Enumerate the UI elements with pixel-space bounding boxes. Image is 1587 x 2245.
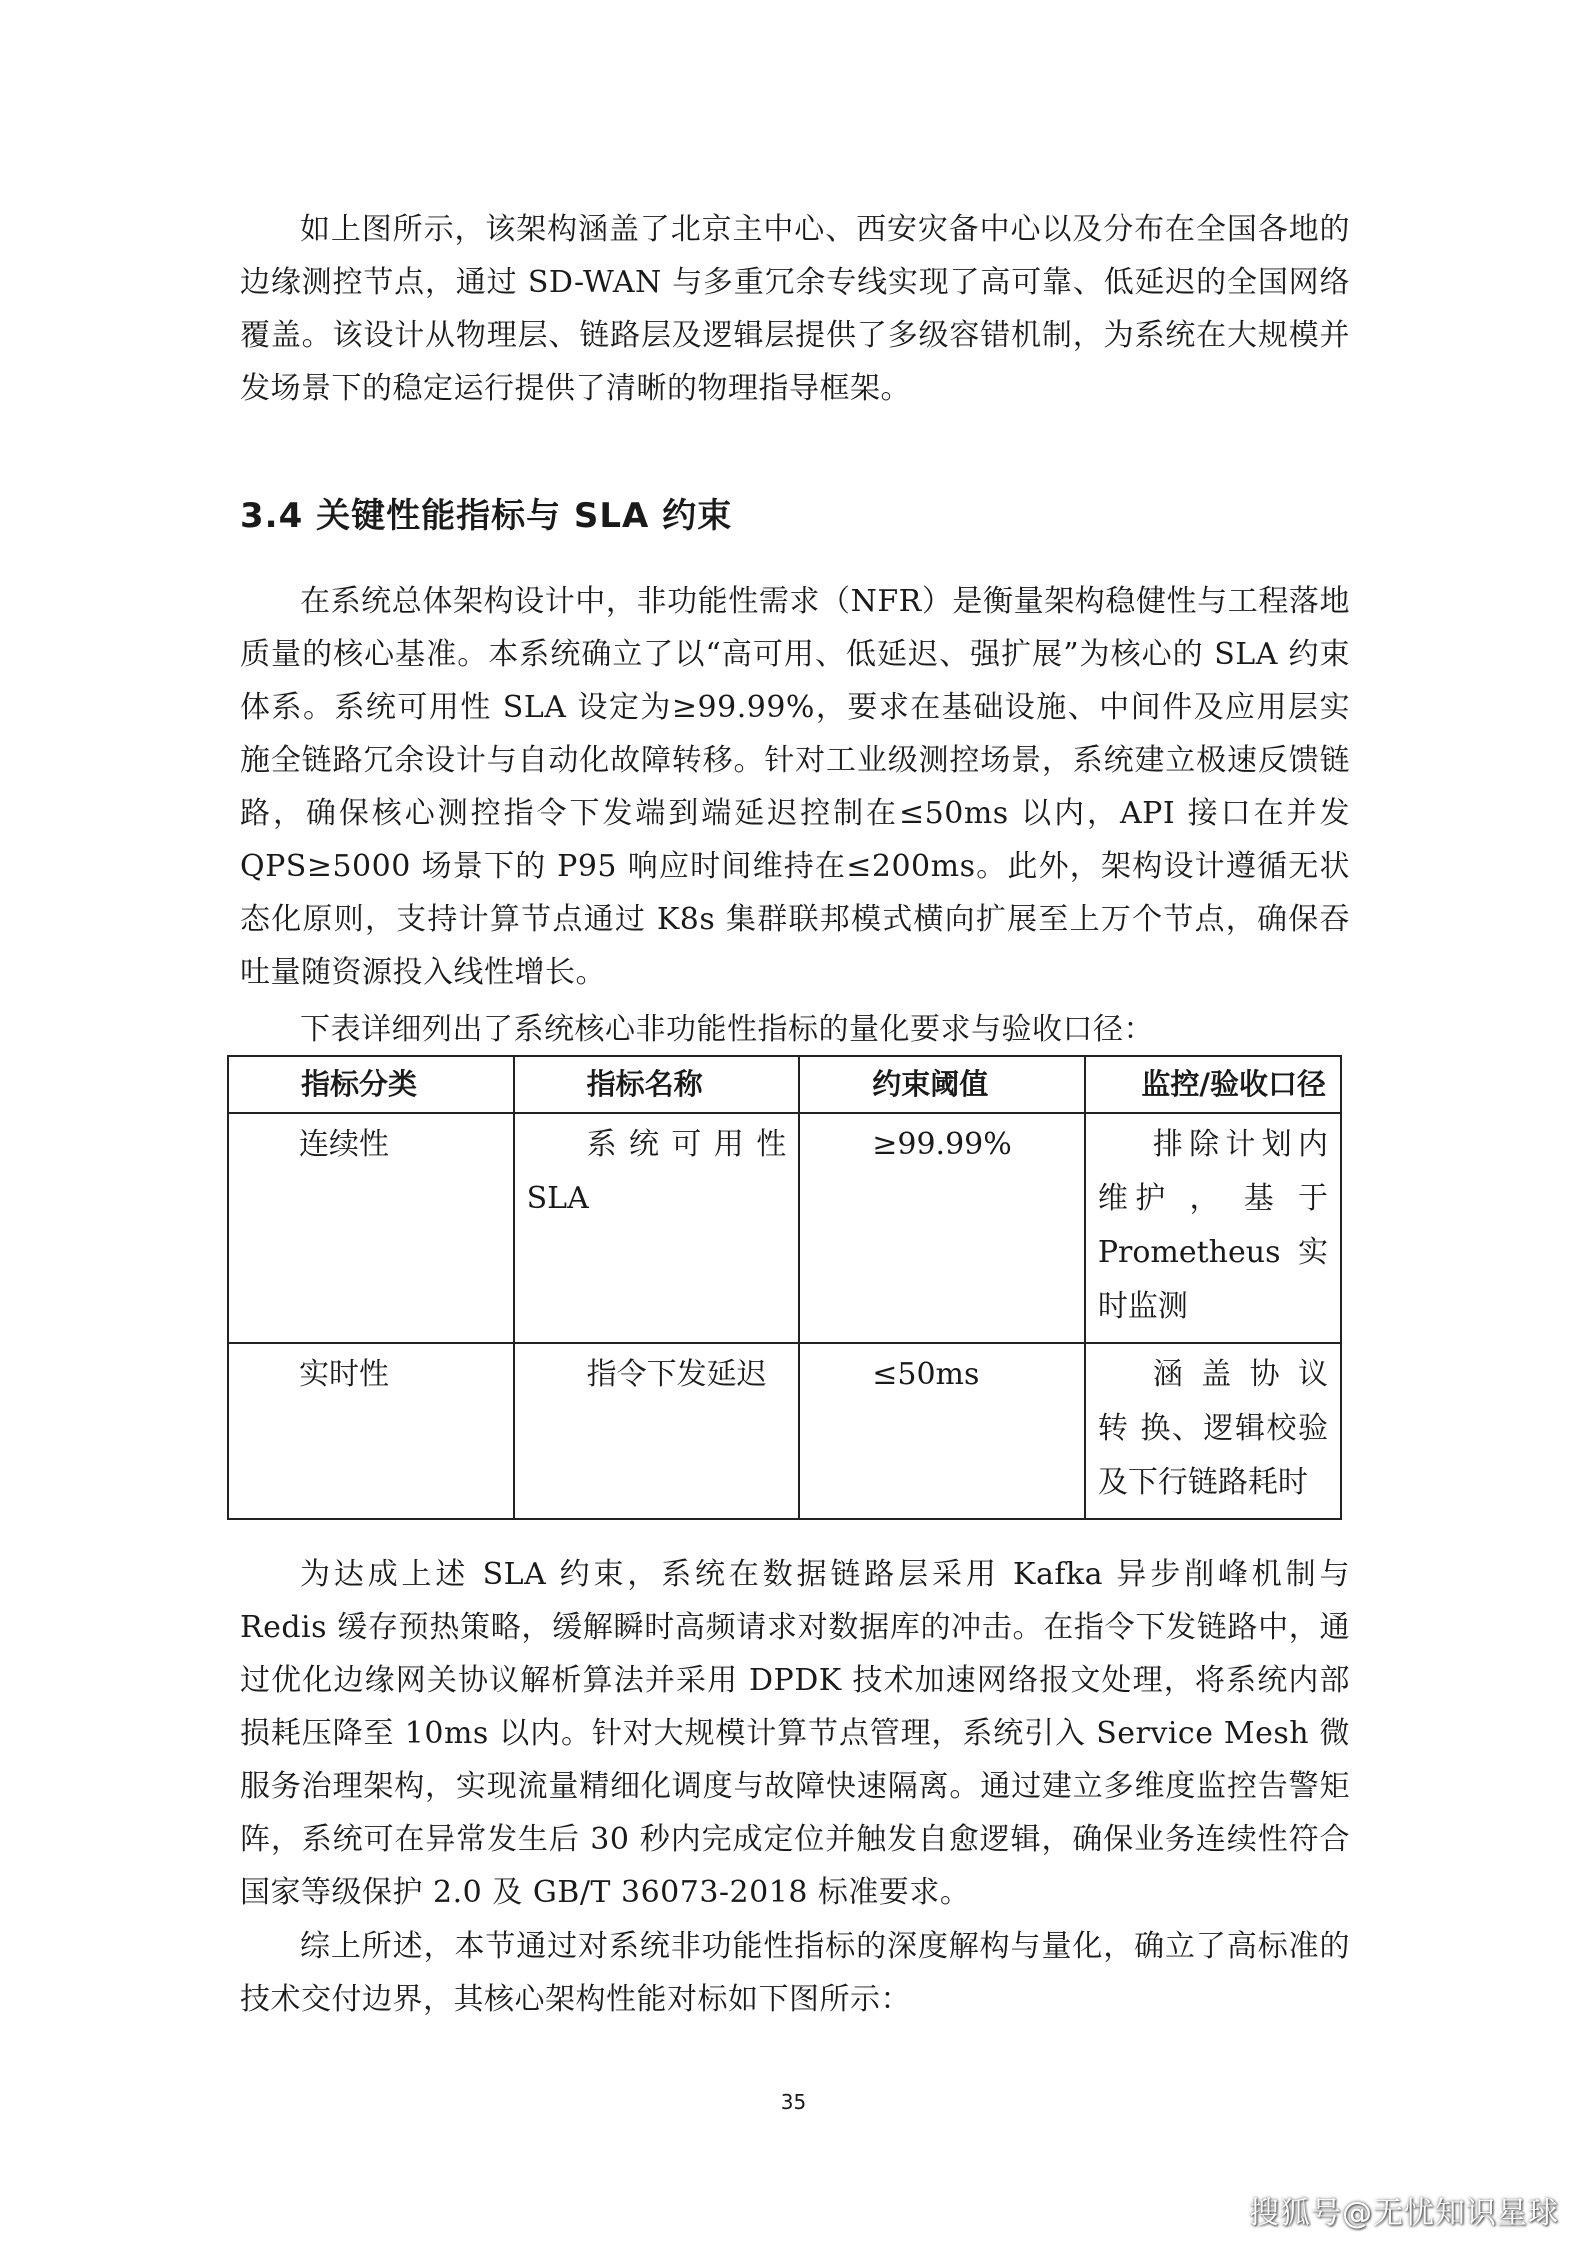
cell-threshold: ≤50ms — [799, 1343, 1085, 1519]
summary-paragraph: 综上所述，本节通过对系统非功能性指标的深度解构与量化，确立了高标准的技术交付边界，其核心架构性能对标如下图所示： — [240, 1929, 1350, 2017]
cell-threshold: ≥99.99% — [799, 1113, 1085, 1343]
cell-acceptance: 涵 盖 协 议 转 换、逻辑校验及下行链路耗时 — [1085, 1343, 1341, 1519]
header-threshold: 约束阈值 — [799, 1056, 1085, 1113]
cell-acceptance: 排除计划内维护 ， 基 于 Prometheus 实时监测 — [1085, 1113, 1341, 1343]
cell-category: 实时性 — [228, 1343, 514, 1519]
table-row — [228, 1343, 1341, 1519]
cell-name: 指令下发延迟 — [514, 1343, 800, 1519]
header-category: 指标分类 — [228, 1056, 514, 1113]
table-intro-paragraph: 下表详细列出了系统核心非功能性指标的量化要求与验收口径： — [300, 1012, 1154, 1047]
metrics-table — [227, 1055, 1342, 1520]
watermark: 搜狐号@无忧知识星球 — [1249, 2196, 1559, 2231]
cell-name: 系 统 可 用 性 SLA — [514, 1113, 800, 1343]
page-number: 35 — [780, 2090, 807, 2114]
section-heading: 3.4 关键性能指标与 SLA 约束 — [240, 496, 733, 536]
table-row — [228, 1113, 1341, 1343]
nfr-paragraph: 在系统总体架构设计中，非功能性需求（NFR）是衡量架构稳健性与工程落地质量的核心基准。本系统确立了以“高可用、低延迟、强扩展”为核心的 SLA 约束体系。系统可用性 SLA 设定为≥99.99%，要求在基础设施、中间件及应用层实施全链路冗余设计与自动化故障转移。针对工业级测控场景，系统建立极速反馈链路，确保核心测控指令下发端到端延迟控制在≤50ms 以内，API 接口在并发 QPS≥5000 场景下的 P95 响应时间维持在≤200ms。此外，架构设计遵循无状态化原则，支持计算节点通过 K8s 集群联邦模式横向扩展至上万个节点，确保吞吐量随资源投入线性增长。 — [240, 584, 1350, 990]
intro-paragraph: 如上图所示，该架构涵盖了北京主中心、西安灾备中心以及分布在全国各地的边缘测控节点，通过 SD-WAN 与多重冗余专线实现了高可靠、低延迟的全国网络覆盖。该设计从物理层、链路层及逻辑层提供了多级容错机制，为系统在大规模并发场景下的稳定运行提供了清晰的物理指导框架。 — [240, 212, 1350, 406]
cell-category: 连续性 — [228, 1113, 514, 1343]
header-name: 指标名称 — [514, 1056, 800, 1113]
table-header-row — [228, 1056, 1341, 1113]
header-acceptance: 监控/验收口径 — [1085, 1056, 1341, 1113]
measures-paragraph: 为达成上述 SLA 约束，系统在数据链路层采用 Kafka 异步削峰机制与 Redis 缓存预热策略，缓解瞬时高频请求对数据库的冲击。在指令下发链路中，通过优化边缘网关协议解析算法并采用 DPDK 技术加速网络报文处理，将系统内部损耗压降至 10ms 以内。针对大规模计算节点管理，系统引入 Service Mesh 微服务治理架构，实现流量精细化调度与故障快速隔离。通过建立多维度监控告警矩阵，系统可在异常发生后 30 秒内完成定位并触发自愈逻辑，确保业务连续性符合国家等级保护 2.0 及 GB/T 36073-2018 标准要求。 — [240, 1557, 1350, 1910]
